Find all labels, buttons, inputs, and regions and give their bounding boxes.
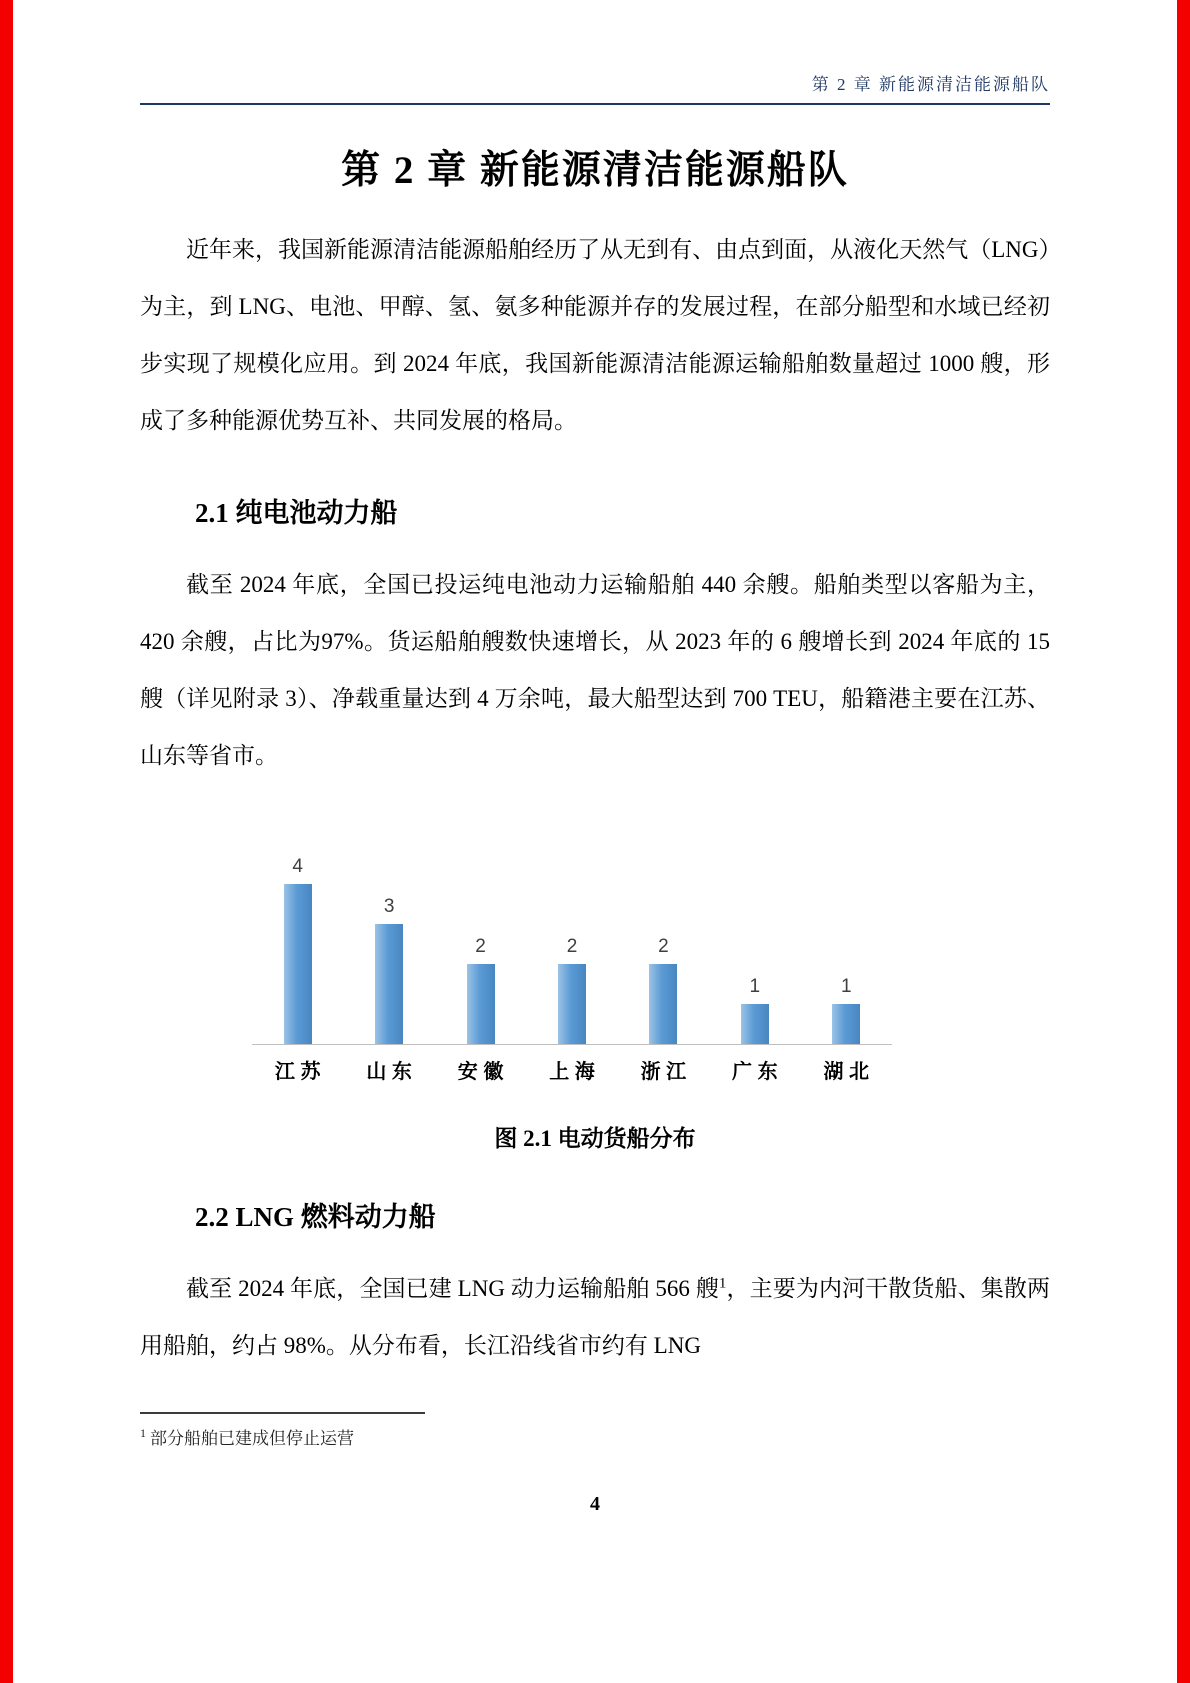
section-heading-2-1: 2.1 纯电池动力船 (195, 498, 398, 528)
left-red-strip (0, 0, 13, 1683)
bar-value-label: 1 (840, 976, 852, 997)
footnote-separator (140, 1412, 425, 1414)
section-2-2-paragraph (140, 1260, 1050, 1374)
bar-column (343, 896, 434, 1044)
bar-column (618, 936, 709, 1044)
page-number: 4 (590, 1493, 600, 1515)
footnote-reference: 1 (718, 1275, 727, 1292)
intro-paragraph: 近年来，我国新能源清洁能源船舶经历了从无到有、由点到面，从液化天然气（LNG）为主，到 LNG、电池、甲醇、氢、氨多种能源并存的发展过程，在部分船型和水域已经初步实现了规模化应用。到 2024 年底，我国新能源清洁能源运输船舶数量超过 1000 艘，形成了多种能源优势互补、共同发展的格局。 (140, 237, 1050, 433)
x-axis-label: 安 徽 (457, 1061, 504, 1083)
bar (649, 964, 677, 1044)
footnote-marker: 1 (140, 1426, 146, 1441)
bar-column (709, 976, 800, 1044)
figure-caption: 图 2.1 电动货船分布 (494, 1126, 696, 1151)
page-header (140, 0, 1050, 105)
right-red-strip (1177, 0, 1190, 1683)
bar-value-label: 2 (475, 936, 486, 957)
bar-column (252, 856, 343, 1044)
x-axis-label: 湖 北 (823, 1061, 870, 1083)
bar (467, 964, 495, 1044)
chart-plot-area (252, 839, 892, 1045)
bar-value-label: 4 (292, 856, 303, 877)
x-axis-label: 上 海 (549, 1061, 595, 1083)
section-2-2-text-pre: 截至 2024 年底，全国已建 LNG 动力运输船舶 566 艘 (186, 1276, 719, 1301)
chapter-title: 第 2 章 新能源清洁能源船队 (341, 149, 849, 192)
bar (375, 924, 403, 1044)
section-heading-2-2: 2.2 LNG 燃料动力船 (195, 1202, 436, 1232)
bar-value-label: 3 (383, 896, 395, 917)
x-axis-label: 山 东 (366, 1061, 412, 1083)
bar-value-label: 2 (658, 936, 669, 957)
footnote-text: 部分船舶已建成但停止运营 (150, 1429, 354, 1448)
bar-chart (252, 839, 892, 1084)
section-2-2-text-post: ，主要为内河干散货船、集散两用船舶，约占 98%。从分布看，长江沿线省市约有 LNG (140, 1276, 1050, 1358)
bar-column (435, 936, 526, 1044)
x-axis-label: 广 东 (732, 1061, 778, 1083)
bar-value-label: 1 (749, 976, 761, 997)
bar-value-label: 2 (566, 936, 578, 957)
bar-column (801, 976, 892, 1044)
running-header-text: 第 2 章 新能源清洁能源船队 (811, 75, 1050, 94)
x-axis-label: 浙 江 (640, 1061, 687, 1083)
x-axis-label: 江 苏 (274, 1061, 321, 1083)
bar (832, 1004, 860, 1044)
footnote (140, 1424, 1050, 1449)
bar-column (526, 936, 617, 1044)
section-2-1-paragraph: 截至 2024 年底，全国已投运纯电池动力运输船舶 440 余艘。船舶类型以客船为主，420 余艘，占比为97%。货运船舶艘数快速增长，从 2023 年的 6 艘增长到 2024 年底的 15 艘（详见附录 3）、净载重量达到 4 万余吨，最大船型达到 700 TEU，船籍港主要在江苏、山东等省市。 (140, 572, 1051, 768)
bar (741, 1004, 769, 1044)
bar (558, 964, 586, 1044)
chart-x-axis-labels (252, 1055, 892, 1084)
bar (284, 884, 312, 1044)
